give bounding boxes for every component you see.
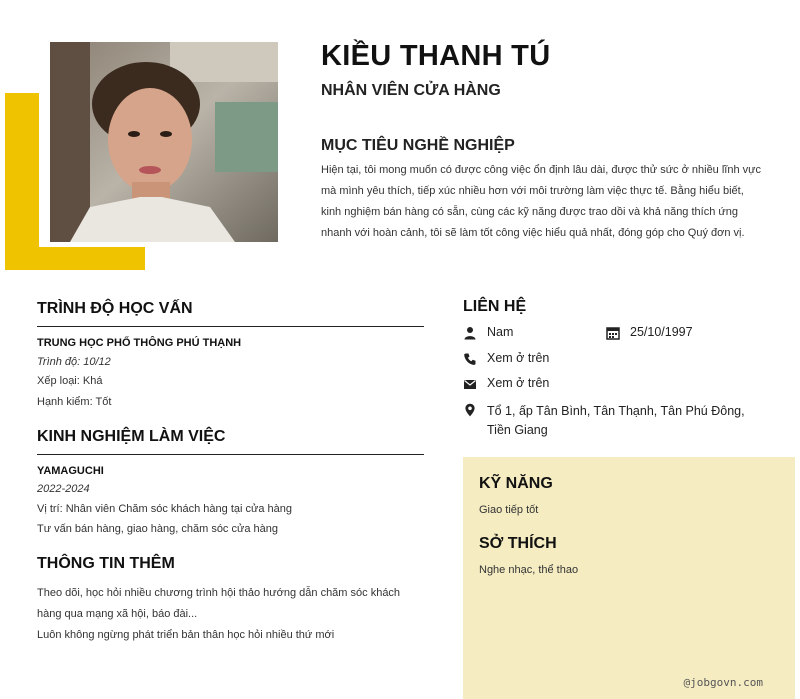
education-level: Trình độ: 10/12 — [37, 356, 111, 368]
education-heading: TRÌNH ĐỘ HỌC VẤN — [37, 300, 193, 317]
education-conduct: Hạnh kiểm: Tốt — [37, 396, 112, 408]
contact-email-text: Xem ở trên — [487, 376, 550, 390]
person-icon — [463, 326, 477, 340]
contact-phone-text: Xem ở trên — [487, 351, 550, 365]
experience-period: 2022-2024 — [37, 483, 90, 495]
education-divider — [37, 326, 424, 327]
objective-text — [321, 160, 766, 244]
email-icon — [463, 377, 477, 391]
address-line: Tổ 1, ấp Tân Bình, Tân Thạnh, Tân Phú Đông, — [487, 404, 745, 418]
extra-line: Theo dõi, học hỏi nhiều chương trình hội thảo hướng dẫn chăm sóc khách — [37, 587, 401, 599]
candidate-name: KIỀU THANH TÚ — [321, 40, 551, 72]
education-rank: Xếp loại: Khá — [37, 375, 103, 387]
contact-address-text — [487, 402, 745, 440]
location-icon — [463, 403, 477, 417]
contact-birthday-text: 25/10/1997 — [630, 325, 693, 339]
objective-line: kinh nghiệm bán hàng có sẵn, cùng các kỹ năng được trao dồi và khả năng thích ứng — [321, 206, 738, 218]
address-line: Tiền Giang — [487, 423, 548, 437]
experience-duties: Tư vấn bán hàng, giao hàng, chăm sóc cửa hàng — [37, 523, 278, 535]
experience-role: Vị trí: Nhân viên Chăm sóc khách hàng tại cửa hàng — [37, 503, 293, 515]
hobbies-text: Nghe nhạc, thể thao — [479, 564, 579, 576]
extra-line: hàng qua mạng xã hội, báo đài... — [37, 608, 198, 620]
contact-birthday — [606, 325, 693, 340]
objective-heading: MỤC TIÊU NGHỀ NGHIỆP — [321, 137, 515, 154]
watermark: @jobgovn.com — [683, 676, 763, 689]
contact-email[interactable] — [463, 376, 549, 391]
experience-divider — [37, 454, 424, 455]
objective-line: Hiện tại, tôi mong muốn có được công việc ổn định lâu dài, được thử sức ở nhiều lĩnh vực — [321, 164, 762, 176]
phone-icon — [463, 352, 477, 366]
objective-line: mà mình yêu thích, tiếp xúc nhiều hơn với môi trường làm việc thực tế. Bằng hiểu biết, — [321, 185, 744, 197]
extra-line: Luôn không ngừng phát triển bản thân học hỏi nhiều thứ mới — [37, 629, 335, 641]
objective-line: nhanh với hoàn cảnh, tôi sẽ làm tốt công việc hiểu quả nhất, đóng góp cho Quý đơn vị. — [321, 227, 745, 239]
education-school: TRUNG HỌC PHỔ THÔNG PHÚ THẠNH — [37, 337, 242, 349]
experience-company: YAMAGUCHI — [37, 465, 104, 477]
skills-panel — [463, 457, 795, 699]
contact-phone[interactable] — [463, 351, 549, 366]
skills-heading: KỸ NĂNG — [479, 475, 553, 492]
contact-heading: LIÊN HỆ — [463, 298, 527, 315]
contact-address — [463, 402, 745, 440]
contact-gender — [463, 325, 513, 340]
hobbies-heading: SỞ THÍCH — [479, 535, 557, 552]
contact-gender-text: Nam — [487, 325, 514, 339]
extra-heading: THÔNG TIN THÊM — [37, 555, 175, 572]
experience-heading: KINH NGHIỆM LÀM VIỆC — [37, 428, 226, 445]
candidate-position: NHÂN VIÊN CỬA HÀNG — [321, 82, 501, 99]
skills-text: Giao tiếp tốt — [479, 504, 539, 516]
calendar-icon — [606, 326, 620, 340]
profile-photo — [50, 42, 278, 242]
